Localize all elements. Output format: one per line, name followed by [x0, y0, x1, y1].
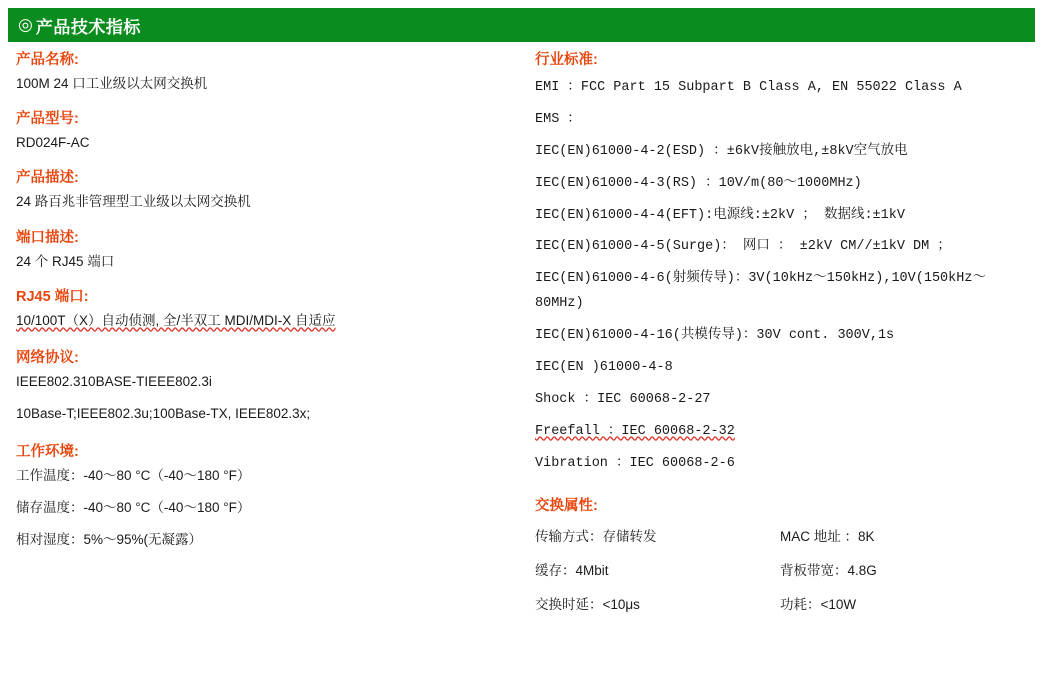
standard-line-surge: IEC(EN)61000-4-5(Surge)： 网口 ： ±2kV CM//±1kV DM ； [535, 239, 951, 255]
table-row [535, 593, 995, 627]
standard-line-shock: Shock ：IEC 60068-2-27 [535, 391, 711, 407]
section-title-switching-attributes: 交换属性: [535, 497, 598, 514]
standard-line-common-mode: IEC(EN)61000-4-16(共模传导)：30V cont. 300V,1s [535, 328, 895, 344]
relative-humidity-value: 相对湿度：5%～95%(无凝露） [16, 531, 203, 547]
standard-line-conducted-rf: IEC(EN)61000-4-6(射频传导)：3V(10kHz～150kHz),10V(150kHz～ [535, 271, 986, 287]
product-model-value: RD024F-AC [16, 135, 90, 151]
target-icon: ◎ [18, 14, 33, 35]
section-title-product-model: 产品型号: [16, 111, 79, 128]
rj45-port-text: 10/100T（X）自动侦测, 全/半双工 MDI/MDI-X 自适应 [16, 312, 336, 328]
standard-line-eft: IEC(EN)61000-4-4(EFT):电源线:±2kV ； 数据线:±1kV [535, 207, 905, 223]
standard-line-vibration: Vibration ：IEC 60068-2-6 [535, 455, 735, 471]
network-protocol-line-1: IEEE802.310BASE-TIEEE802.3i [16, 374, 212, 390]
standard-line-rs: IEC(EN)61000-4-3(RS) ：10V/m(80～1000MHz) [535, 175, 862, 191]
switching-attributes-table [535, 525, 995, 627]
power-consumption-value: 功耗：<10W [780, 596, 857, 612]
transmission-mode-value: 传输方式：存储转发 [535, 528, 657, 544]
standard-line-61000-4-8: IEC(EN )61000-4-8 [535, 360, 673, 376]
right-column [535, 48, 1035, 627]
backplane-bandwidth-value: 背板带宽：4.8G [780, 562, 877, 578]
standard-line-emi: EMI ：FCC Part 15 Subpart B Class A, EN 55022 Class A [535, 80, 962, 95]
page-title: 产品技术指标 [35, 17, 141, 37]
section-title-industry-standards: 行业标准: [535, 52, 598, 68]
table-row [535, 559, 995, 593]
product-name-value: 100M 24 口工业级以太网交换机 [16, 76, 208, 91]
switching-latency-value: 交换时延：<10μs [535, 596, 640, 612]
section-title-rj45-port: RJ45 端口: [16, 288, 89, 305]
page-header-bar [8, 8, 1035, 42]
product-description-value: 24 路百兆非管理型工业级以太网交换机 [16, 194, 251, 210]
storage-temperature-value: 储存温度：-40～80 °C（-40～180 °F） [16, 499, 251, 515]
standard-line-freefall [535, 423, 1035, 442]
section-title-port-description: 端口描述: [16, 229, 79, 246]
standard-line-ems: EMS ： [535, 111, 581, 127]
left-column [16, 48, 516, 563]
network-protocol-line-2: 10Base-T;IEEE802.3u;100Base-TX, IEEE802.3x; [16, 406, 311, 422]
section-title-product-name: 产品名称: [16, 52, 79, 68]
section-title-operating-environment: 工作环境: [16, 443, 79, 460]
section-title-product-description: 产品描述: [16, 170, 79, 187]
section-title-network-protocol: 网络协议: [16, 350, 79, 367]
operating-temperature-value: 工作温度：-40～80 °C（-40～180 °F） [16, 467, 251, 483]
mac-address-value: MAC 地址 ：8K [780, 528, 875, 544]
rj45-port-value [16, 312, 516, 330]
port-description-value: 24 个 RJ45 端口 [16, 253, 115, 269]
standard-line-conducted-rf-cont: 80MHz) [535, 296, 584, 312]
buffer-value: 缓存：4Mbit [535, 562, 609, 578]
table-row [535, 525, 995, 559]
standard-freefall-text: Freefall ：IEC 60068-2-32 [535, 423, 735, 439]
standard-line-esd: IEC(EN)61000-4-2(ESD) ：±6kV接触放电,±8kV空气放电 [535, 143, 908, 159]
